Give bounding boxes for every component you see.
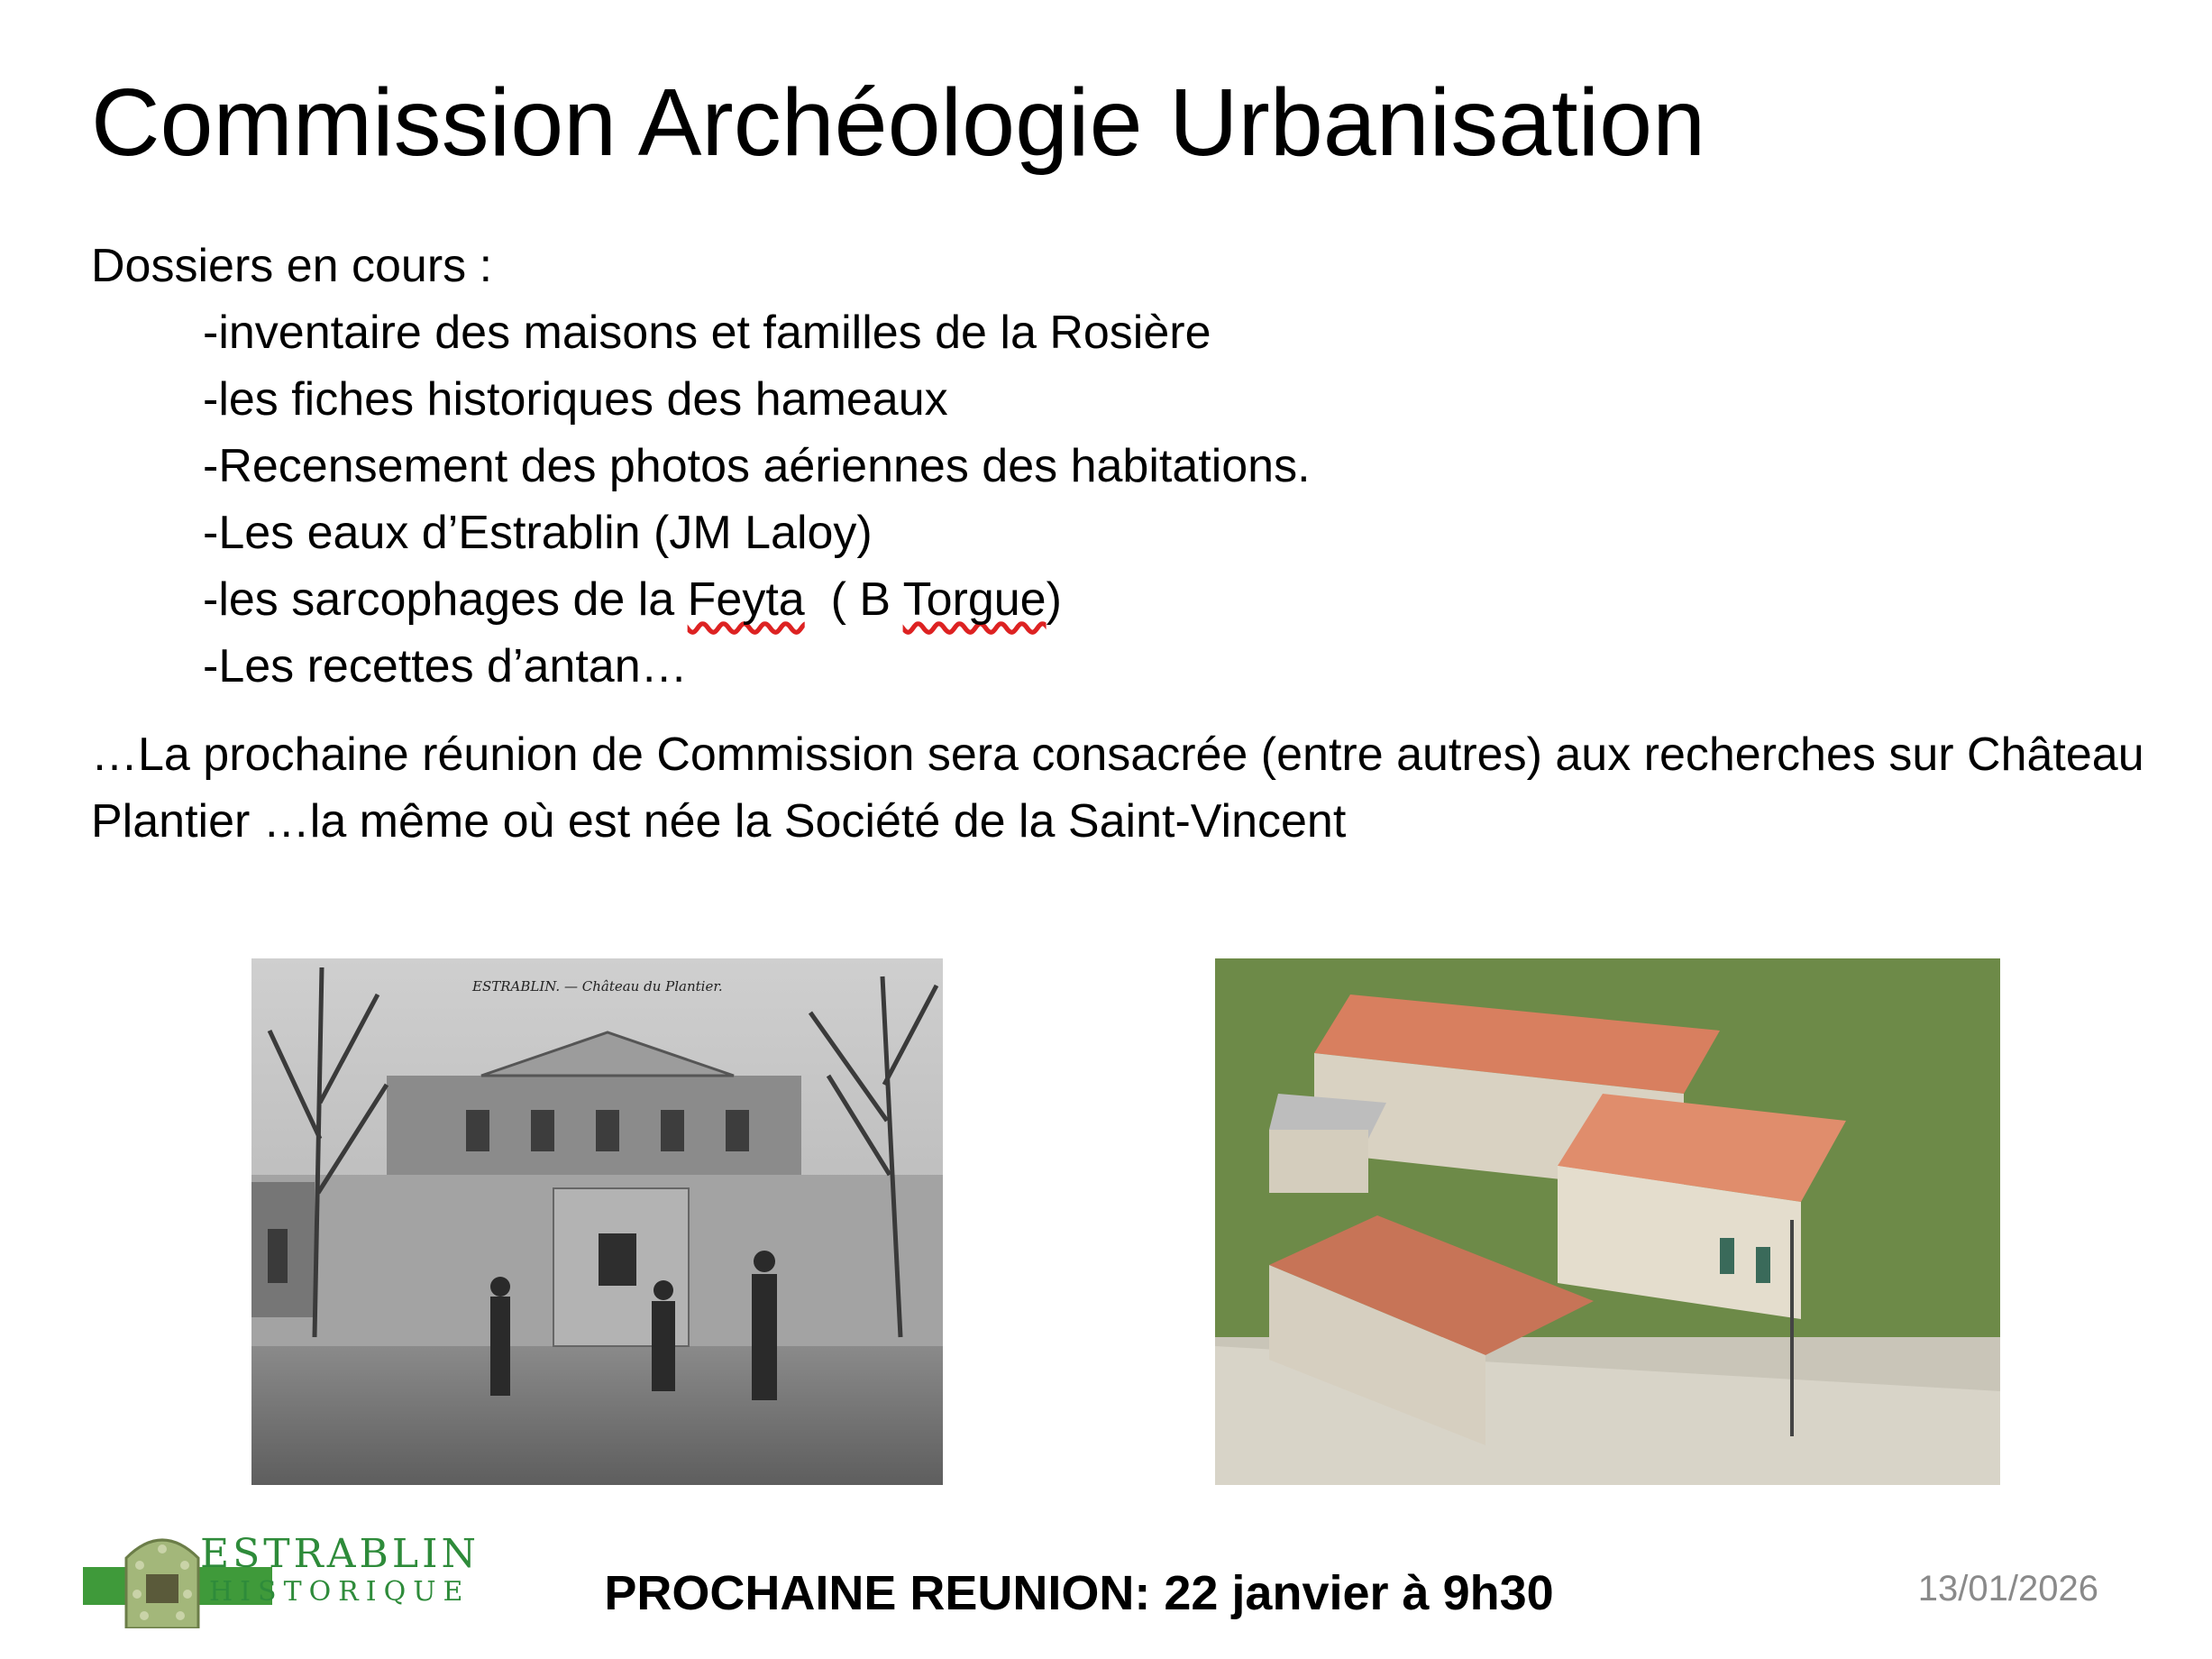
chateau-plantier-postcard-photo (251, 958, 943, 1485)
aerial-photo (1215, 958, 2000, 1485)
next-meeting-banner (0, 1565, 2212, 1621)
list-item: -les fiches historiques des hameaux (203, 373, 948, 426)
list-item-text: -les sarcophages de la (203, 573, 688, 626)
next-meeting-text: PROCHAINE REUNION: 22 janvier à 9h30 (604, 1566, 1554, 1620)
spellcheck-flagged-word: Torgue (902, 573, 1047, 626)
slide-title: Commission Archéologie Urbanisation (91, 69, 1706, 176)
list-item: -inventaire des maisons et familles de la Rosière (203, 307, 1211, 359)
dossiers-list (91, 299, 2146, 700)
list-item: -Recensement des photos aériennes des habitations. (203, 440, 1311, 492)
slide-date: 13/01/2026 (1917, 1569, 2098, 1609)
postcard-caption: ESTRABLIN. — Château du Plantier. (472, 978, 723, 994)
logo-text: HISTORIQUE (209, 1576, 471, 1608)
dossiers-heading: Dossiers en cours : (91, 240, 493, 292)
slide-body (91, 233, 2146, 855)
list-item: -Les eaux d’Estrablin (JM Laloy) (203, 507, 873, 559)
list-item (203, 566, 2146, 633)
logo-text: ESTRABLIN (200, 1531, 480, 1577)
list-item: -Les recettes d’antan… (203, 640, 688, 692)
list-item-text: ) (1046, 573, 1062, 626)
next-meeting-note: …La prochaine réunion de Commission sera consacrée (entre autres) aux recherches sur Château Plantier …la même où est née la Société de la Saint-Vincent (91, 729, 2144, 848)
list-item-text: ( B (804, 573, 903, 626)
spellcheck-flagged-word: Feyta (687, 573, 805, 626)
